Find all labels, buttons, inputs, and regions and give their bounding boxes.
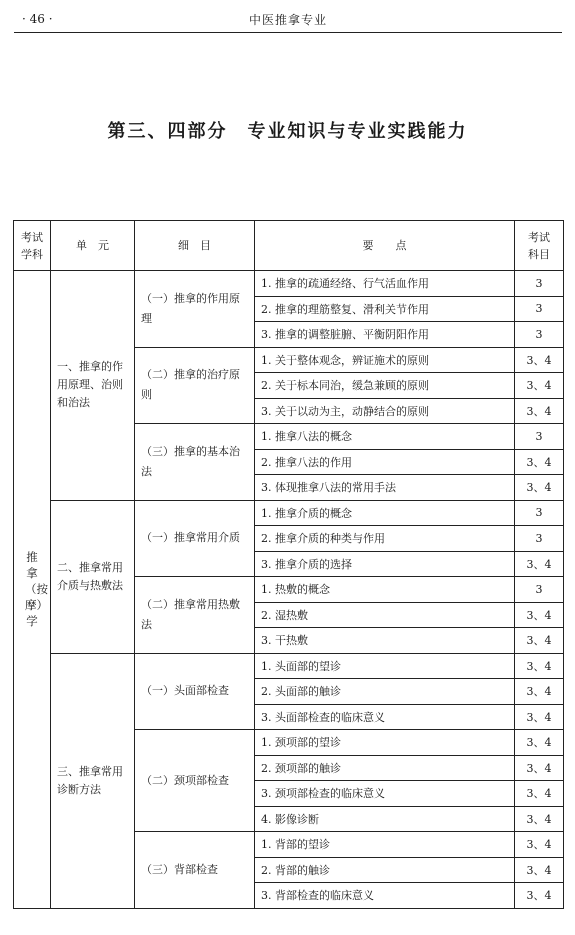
detail-cell: （三）推拿的基本治法 [135, 424, 255, 501]
key-point-cell: 2. 关于标本同治，缓急兼顾的原则 [255, 373, 515, 399]
subject-label: 推拿（按摩）学 [25, 550, 48, 629]
table-row [14, 653, 564, 679]
key-point-cell: 2. 湿热敷 [255, 602, 515, 628]
key-point-cell: 3. 颈项部检查的临床意义 [255, 781, 515, 807]
key-point-cell: 3. 背部检查的临床意义 [255, 883, 515, 909]
syllabus-table [13, 220, 564, 909]
exam-subject-cell: 3、4 [515, 347, 564, 373]
detail-cell: （二）推拿常用热敷法 [135, 577, 255, 654]
key-point-cell: 1. 推拿介质的概念 [255, 500, 515, 526]
exam-subject-cell: 3、4 [515, 781, 564, 807]
table-row [14, 500, 564, 526]
header-detail: 细 目 [135, 221, 255, 271]
exam-subject-cell: 3、4 [515, 704, 564, 730]
exam-subject-cell: 3 [515, 296, 564, 322]
key-point-cell: 2. 推拿介质的种类与作用 [255, 526, 515, 552]
header-subject: 考试学科 [14, 221, 51, 271]
header-exam-subject: 考试科目 [515, 221, 564, 271]
key-point-cell: 1. 推拿八法的概念 [255, 424, 515, 450]
section-title: 第三、四部分 专业知识与专业实践能力 [107, 121, 468, 142]
exam-subject-cell: 3、4 [515, 653, 564, 679]
detail-cell: （一）推拿的作用原理 [135, 271, 255, 348]
key-point-cell: 3. 体现推拿八法的常用手法 [255, 475, 515, 501]
exam-subject-cell: 3、4 [515, 832, 564, 858]
detail-cell: （三）背部检查 [135, 832, 255, 909]
key-point-cell: 3. 头面部检查的临床意义 [255, 704, 515, 730]
exam-subject-cell: 3、4 [515, 475, 564, 501]
running-title: 中医推拿专业 [248, 13, 327, 27]
key-point-cell: 1. 关于整体观念，辨证施术的原则 [255, 347, 515, 373]
subject-cell [14, 271, 51, 909]
key-point-cell: 2. 背部的触诊 [255, 857, 515, 883]
key-point-cell: 1. 颈项部的望诊 [255, 730, 515, 756]
detail-cell: （二）推拿的治疗原则 [135, 347, 255, 424]
exam-subject-cell: 3、4 [515, 883, 564, 909]
exam-subject-cell: 3 [515, 322, 564, 348]
exam-subject-cell: 3、4 [515, 679, 564, 705]
key-point-cell: 3. 干热敷 [255, 628, 515, 654]
exam-subject-cell: 3、4 [515, 628, 564, 654]
unit-cell: 二、推拿常用介质与热敷法 [51, 500, 135, 653]
key-point-cell: 4. 影像诊断 [255, 806, 515, 832]
table-header-row [14, 221, 564, 271]
key-point-cell: 2. 颈项部的触诊 [255, 755, 515, 781]
key-point-cell: 1. 背部的望诊 [255, 832, 515, 858]
exam-subject-cell: 3、4 [515, 551, 564, 577]
table-body [14, 271, 564, 909]
exam-subject-cell: 3 [515, 271, 564, 297]
exam-subject-cell: 3、4 [515, 755, 564, 781]
exam-subject-cell: 3、4 [515, 730, 564, 756]
key-point-cell: 3. 关于以动为主，动静结合的原则 [255, 398, 515, 424]
detail-cell: （一）推拿常用介质 [135, 500, 255, 577]
key-point-cell: 3. 推拿的调整脏腑、平衡阴阳作用 [255, 322, 515, 348]
key-point-cell: 3. 推拿介质的选择 [255, 551, 515, 577]
header-unit: 单 元 [51, 221, 135, 271]
exam-subject-cell: 3 [515, 424, 564, 450]
key-point-cell: 1. 推拿的疏通经络、行气活血作用 [255, 271, 515, 297]
page-number: · 46 · [22, 12, 53, 26]
key-point-cell: 2. 推拿八法的作用 [255, 449, 515, 475]
exam-subject-cell: 3、4 [515, 398, 564, 424]
detail-cell: （一）头面部检查 [135, 653, 255, 730]
exam-subject-cell: 3、4 [515, 449, 564, 475]
exam-subject-cell: 3、4 [515, 602, 564, 628]
unit-cell: 一、推拿的作用原理、治则和治法 [51, 271, 135, 501]
header-key-points: 要 点 [255, 221, 515, 271]
detail-cell: （二）颈项部检查 [135, 730, 255, 832]
key-point-cell: 2. 推拿的理筋整复、滑利关节作用 [255, 296, 515, 322]
exam-subject-cell: 3 [515, 500, 564, 526]
exam-subject-cell: 3、4 [515, 857, 564, 883]
exam-subject-cell: 3、4 [515, 373, 564, 399]
exam-subject-cell: 3 [515, 526, 564, 552]
table-row [14, 271, 564, 297]
unit-cell: 三、推拿常用诊断方法 [51, 653, 135, 908]
key-point-cell: 1. 头面部的望诊 [255, 653, 515, 679]
key-point-cell: 2. 头面部的触诊 [255, 679, 515, 705]
exam-subject-cell: 3、4 [515, 806, 564, 832]
page-header [14, 0, 562, 33]
key-point-cell: 1. 热敷的概念 [255, 577, 515, 603]
exam-subject-cell: 3 [515, 577, 564, 603]
